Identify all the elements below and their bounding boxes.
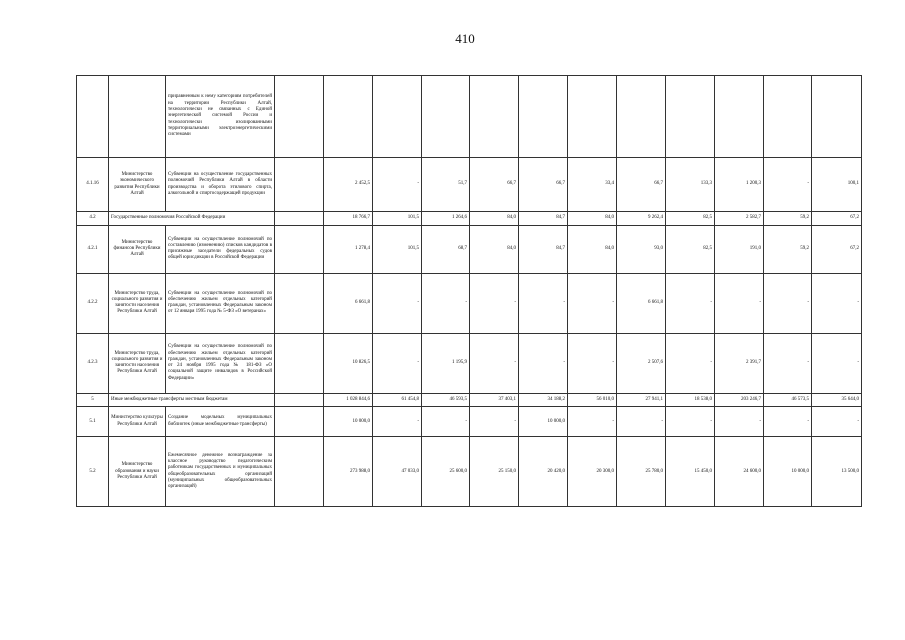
amount-cell: 18 766,7: [324, 212, 373, 226]
amount-cell: 27 941,1: [617, 393, 666, 407]
organization-cell: Министерство труда, социального развития и занятости населения Республики Алтай: [109, 273, 166, 333]
table-row: [77, 225, 862, 273]
amount-cell: 34 188,2: [519, 393, 568, 407]
amount-cell: 10 826,5: [324, 333, 373, 393]
amount-cell: -: [422, 407, 470, 437]
amount-cell: 67,2: [812, 212, 862, 226]
row-number-cell: 4.1.16: [77, 158, 109, 212]
amount-cell: -: [568, 273, 617, 333]
amount-cell: 66,7: [470, 158, 519, 212]
amount-cell: -: [764, 273, 812, 333]
amount-cell: -: [373, 273, 422, 333]
blank-cell: [275, 407, 324, 437]
amount-cell: 191,0: [715, 225, 764, 273]
amount-cell: -: [470, 273, 519, 333]
amount-cell: 20 300,0: [568, 437, 617, 507]
blank-cell: [275, 76, 324, 158]
amount-cell: 66,7: [617, 158, 666, 212]
amount-cell: 51,7: [422, 158, 470, 212]
amount-cell: -: [764, 158, 812, 212]
amount-cell: -: [812, 407, 862, 437]
table-row: [77, 407, 862, 437]
organization-cell: Министерство труда, социального развития и занятости населения Республики Алтай: [109, 333, 166, 393]
blank-cell: [275, 212, 324, 226]
blank-cell: [275, 158, 324, 212]
amount-cell: 84,0: [470, 225, 519, 273]
amount-cell: -: [422, 273, 470, 333]
amount-cell: 20 420,0: [519, 437, 568, 507]
row-number-cell: 5.2: [77, 437, 109, 507]
amount-cell: 133,3: [666, 158, 715, 212]
amount-cell: 84,0: [470, 212, 519, 226]
amount-cell: 10 000,0: [519, 407, 568, 437]
amount-cell: 10 000,0: [324, 407, 373, 437]
organization-cell: Министерство экономического развития Республики Алтай: [109, 158, 166, 212]
organization-cell: [109, 76, 166, 158]
amount-cell: -: [568, 333, 617, 393]
amount-cell: -: [812, 273, 862, 333]
amount-cell: 6 661,8: [324, 273, 373, 333]
amount-cell: 15 450,0: [666, 437, 715, 507]
amount-cell: -: [617, 407, 666, 437]
amount-cell: 1 028 844,6: [324, 393, 373, 407]
amount-cell: 13 500,0: [812, 437, 862, 507]
amount-cell: -: [666, 407, 715, 437]
description-cell: Ежемесячное денежное вознаграждение за классное руководство педагогическим работникам государственных и муниципальных общеобразовательных организаций (муниципальных общеобразовательных организаций): [166, 437, 275, 507]
amount-cell: 1 278,4: [324, 225, 373, 273]
amount-cell: 35 644,0: [812, 393, 862, 407]
blank-cell: [275, 437, 324, 507]
row-number-cell: 4.2: [77, 212, 109, 226]
description-cell: приравненным к нему категориям потребителей на территории Республики Алтай, технологически не связанных с Единой энергетической системой России и технологически изолированными территориальными электроэнергетическими системами: [166, 76, 275, 158]
amount-cell: 203 246,7: [715, 393, 764, 407]
table-row: [77, 333, 862, 393]
amount-cell: -: [764, 333, 812, 393]
amount-cell: [764, 76, 812, 158]
amount-cell: 101,5: [373, 225, 422, 273]
amount-cell: -: [519, 273, 568, 333]
budget-table: [76, 75, 862, 507]
table-row: [77, 437, 862, 507]
blank-cell: [275, 273, 324, 333]
amount-cell: 25 600,0: [422, 437, 470, 507]
table-row: [77, 393, 862, 407]
row-number-cell: 4.2.1: [77, 225, 109, 273]
row-number-cell: 5: [77, 393, 109, 407]
amount-cell: 47 033,0: [373, 437, 422, 507]
table-row: [77, 273, 862, 333]
amount-cell: [324, 76, 373, 158]
description-cell: Субвенции на осуществление полномочий по обеспечению жильем отдельных категорий граждан, установленных Федеральным законом от 12 января 1995 года № 5-ФЗ «О ветеранах»: [166, 273, 275, 333]
amount-cell: 56 010,0: [568, 393, 617, 407]
amount-cell: 33,4: [568, 158, 617, 212]
amount-cell: -: [373, 333, 422, 393]
page-number: 410: [455, 31, 475, 46]
amount-cell: -: [373, 158, 422, 212]
amount-cell: 9 262,4: [617, 212, 666, 226]
amount-cell: -: [373, 407, 422, 437]
amount-cell: 59,2: [764, 212, 812, 226]
amount-cell: -: [666, 273, 715, 333]
section-title-cell: Государственные полномочия Российской Федерации: [109, 212, 275, 226]
amount-cell: 100,1: [812, 158, 862, 212]
amount-cell: 2 391,7: [715, 333, 764, 393]
table-row: [77, 212, 862, 226]
amount-cell: 37 403,1: [470, 393, 519, 407]
amount-cell: -: [519, 333, 568, 393]
amount-cell: [715, 76, 764, 158]
blank-cell: [275, 393, 324, 407]
description-cell: Субвенции на осуществление государственных полномочий Республики Алтай в области производства и оборота этилового спирта, алкогольной и спиртосодержащей продукции: [166, 158, 275, 212]
amount-cell: 84,0: [568, 225, 617, 273]
amount-cell: [373, 76, 422, 158]
amount-cell: -: [568, 407, 617, 437]
amount-cell: 1 195,9: [422, 333, 470, 393]
amount-cell: 67,2: [812, 225, 862, 273]
amount-cell: 66,7: [519, 158, 568, 212]
amount-cell: [666, 76, 715, 158]
amount-cell: 59,2: [764, 225, 812, 273]
amount-cell: 273 988,0: [324, 437, 373, 507]
amount-cell: -: [715, 273, 764, 333]
row-number-cell: 5.1: [77, 407, 109, 437]
amount-cell: [422, 76, 470, 158]
organization-cell: Министерство финансов Республики Алтай: [109, 225, 166, 273]
table-row: [77, 76, 862, 158]
amount-cell: 46 573,5: [764, 393, 812, 407]
amount-cell: 68,7: [422, 225, 470, 273]
amount-cell: 18 538,0: [666, 393, 715, 407]
amount-cell: 6 661,8: [617, 273, 666, 333]
row-number-cell: 4.2.3: [77, 333, 109, 393]
description-cell: Субвенции на осуществление полномочий по обеспечению жильем отдельных категорий граждан, установленных Федеральным законом от 24 ноября 1995 года № 181-ФЗ «О социальной защите инвалидов в Российской Федерации»: [166, 333, 275, 393]
section-title-cell: Иные межбюджетные трансферты местным бюджетам: [109, 393, 275, 407]
description-cell: Создание модельных муниципальных библиотек (иные межбюджетные трансферты): [166, 407, 275, 437]
blank-cell: [275, 225, 324, 273]
amount-cell: 1 264,6: [422, 212, 470, 226]
amount-cell: [568, 76, 617, 158]
amount-cell: 84,0: [568, 212, 617, 226]
amount-cell: -: [812, 333, 862, 393]
amount-cell: 93,0: [617, 225, 666, 273]
amount-cell: 25 780,0: [617, 437, 666, 507]
amount-cell: [812, 76, 862, 158]
amount-cell: 2 582,7: [715, 212, 764, 226]
table-row: [77, 158, 862, 212]
amount-cell: -: [470, 407, 519, 437]
amount-cell: 24 600,0: [715, 437, 764, 507]
amount-cell: [519, 76, 568, 158]
amount-cell: 2 452,5: [324, 158, 373, 212]
amount-cell: 82,5: [666, 225, 715, 273]
amount-cell: 61 454,8: [373, 393, 422, 407]
amount-cell: [617, 76, 666, 158]
amount-cell: 101,5: [373, 212, 422, 226]
amount-cell: 46 593,5: [422, 393, 470, 407]
amount-cell: -: [666, 333, 715, 393]
table-body: [77, 76, 862, 507]
description-cell: Субвенции на осуществление полномочий по составлению (изменению) списков кандидатов в присяжные заседатели федеральных судов общей юрисдикции в Российской Федерации: [166, 225, 275, 273]
amount-cell: -: [764, 407, 812, 437]
amount-cell: -: [470, 333, 519, 393]
amount-cell: 84,7: [519, 225, 568, 273]
amount-cell: 82,5: [666, 212, 715, 226]
row-number-cell: [77, 76, 109, 158]
amount-cell: 10 000,0: [764, 437, 812, 507]
row-number-cell: 4.2.2: [77, 273, 109, 333]
amount-cell: -: [715, 407, 764, 437]
amount-cell: [470, 76, 519, 158]
amount-cell: 1 200,3: [715, 158, 764, 212]
amount-cell: 25 150,0: [470, 437, 519, 507]
amount-cell: 84,7: [519, 212, 568, 226]
organization-cell: Министерство образования и науки Республики Алтай: [109, 437, 166, 507]
amount-cell: 2 507,6: [617, 333, 666, 393]
organization-cell: Министерство культуры Республики Алтай: [109, 407, 166, 437]
blank-cell: [275, 333, 324, 393]
